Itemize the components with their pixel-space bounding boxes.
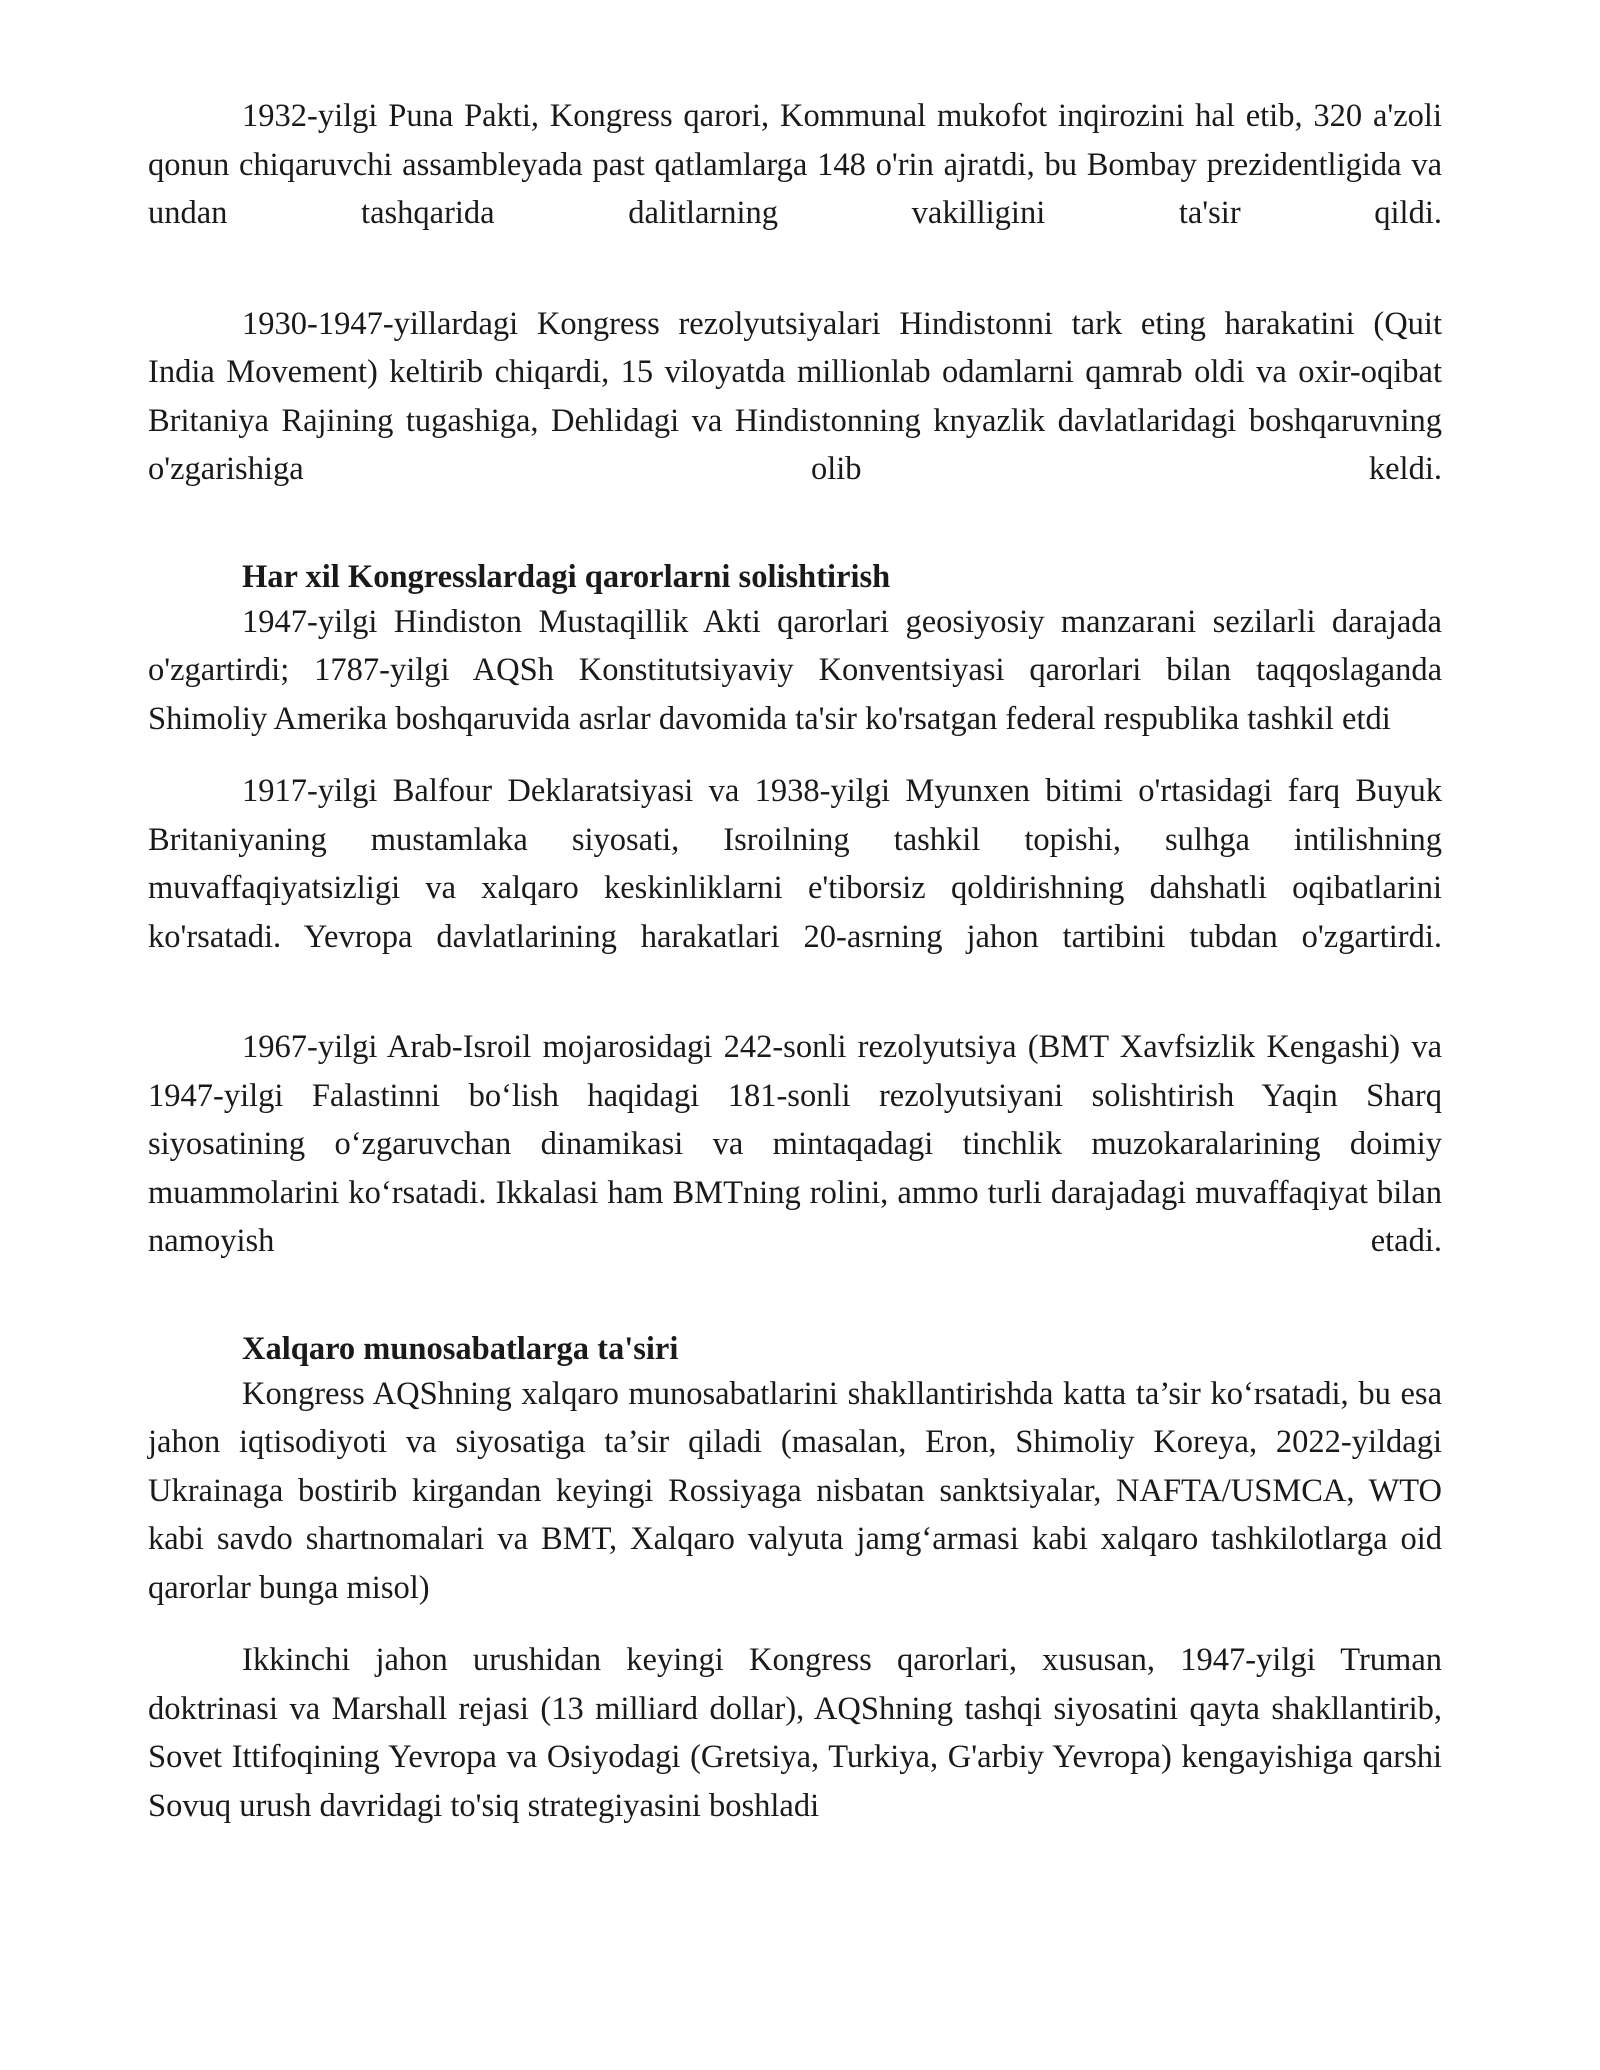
paragraph-quit-india: 1930-1947-yillardagi Kongress rezolyutsiyalari Hindistonni tark eting harakatini (Quit India Movement) keltirib chiqardi, 15 viloyatda millionlab odamlarni qamrab oldi va oxir-oqibat Britaniya Rajining tugashiga, Dehlidagi va Hindistonning knyazlik davlatlaridagi boshqaruvning o'zgarishiga olib keldi.	[148, 305, 1442, 487]
section-heading-international: Xalqaro munosabatlarga ta'siri	[242, 1330, 679, 1367]
paragraph-puna-pact: 1932-yilgi Puna Pakti, Kongress qarori, Kommunal mukofot inqirozini hal etib, 320 a'zoli qonun chiqaruvchi assambleyada past qatlamlarga 148 o'rin ajratdi, bu Bombay prezidentligida va undan tashqarida dalitlarning vakilligini ta'sir qildi.	[148, 98, 1442, 231]
paragraph-independence-act: 1947-yilgi Hindiston Mustaqillik Akti qarorlari geosiyosiy manzarani sezilarli darajada o'zgartirdi; 1787-yilgi AQSh Konstitutsiyaviy Konventsiyasi qarorlari bilan taqqoslaganda Shimoliy Amerika boshqaruvida asrlar davomida ta'sir ko'rsatgan federal respublika tashkil etdi	[148, 603, 1442, 737]
document-page	[148, 92, 1442, 1830]
paragraph-resolution-242: 1967-yilgi Arab-Isroil mojarosidagi 242-sonli rezolyutsiya (BMT Xavfsizlik Kengashi) va 1947-yilgi Falastinni bo‘lish haqidagi 181-sonli rezolyutsiyani solishtirish Yaqin Sharq siyosatining o‘zgaruvchan dinamikasi va mintaqadagi tinchlik muzokaralarining doimiy muammolarini ko‘rsatadi. Ikkalasi ham BMTning rolini, ammo turli darajadagi muvaffaqiyat bilan namoyish etadi.	[148, 1029, 1442, 1259]
paragraph-balfour-munich: 1917-yilgi Balfour Deklaratsiyasi va 1938-yilgi Myunxen bitimi o'rtasidagi farq Buyuk Britaniyaning mustamlaka siyosati, Isroilning tashkil topishi, sulhga intilishning muvaffaqiyatsizligi va xalqaro keskinliklarni e'tiborsiz qoldirishning dahshatli oqibatlarini ko'rsatadi. Yevropa davlatlarining harakatlari 20-asrning jahon tartibini tubdan o'zgartirdi.	[148, 773, 1442, 955]
section-heading-comparison: Har xil Kongresslardagi qarorlarni solishtirish	[242, 558, 891, 595]
paragraph-truman-marshall: Ikkinchi jahon urushidan keyingi Kongress qarorlari, xususan, 1947-yilgi Truman doktrinasi va Marshall rejasi (13 milliard dollar), AQShning tashqi siyosatini qayta shakllantirib, Sovet Ittifoqining Yevropa va Osiyodagi (Gretsiya, Turkiya, G'arbiy Yevropa) kengayishiga qarshi Sovuq urush davridagi to'siq strategiyasini boshladi	[148, 1642, 1442, 1824]
paragraph-congress-influence: Kongress AQShning xalqaro munosabatlarini shakllantirishda katta ta’sir ko‘rsatadi, bu esa jahon iqtisodiyoti va siyosatiga ta’sir qiladi (masalan, Eron, Shimoliy Koreya, 2022-yildagi Ukrainaga bostirib kirgandan keyingi Rossiyaga nisbatan sanktsiyalar, NAFTA/USMCA, WTO kabi savdo shartnomalari va BMT, Xalqaro valyuta jamg‘armasi kabi xalqaro tashkilotlarga oid qarorlar bunga misol)	[148, 1375, 1442, 1606]
